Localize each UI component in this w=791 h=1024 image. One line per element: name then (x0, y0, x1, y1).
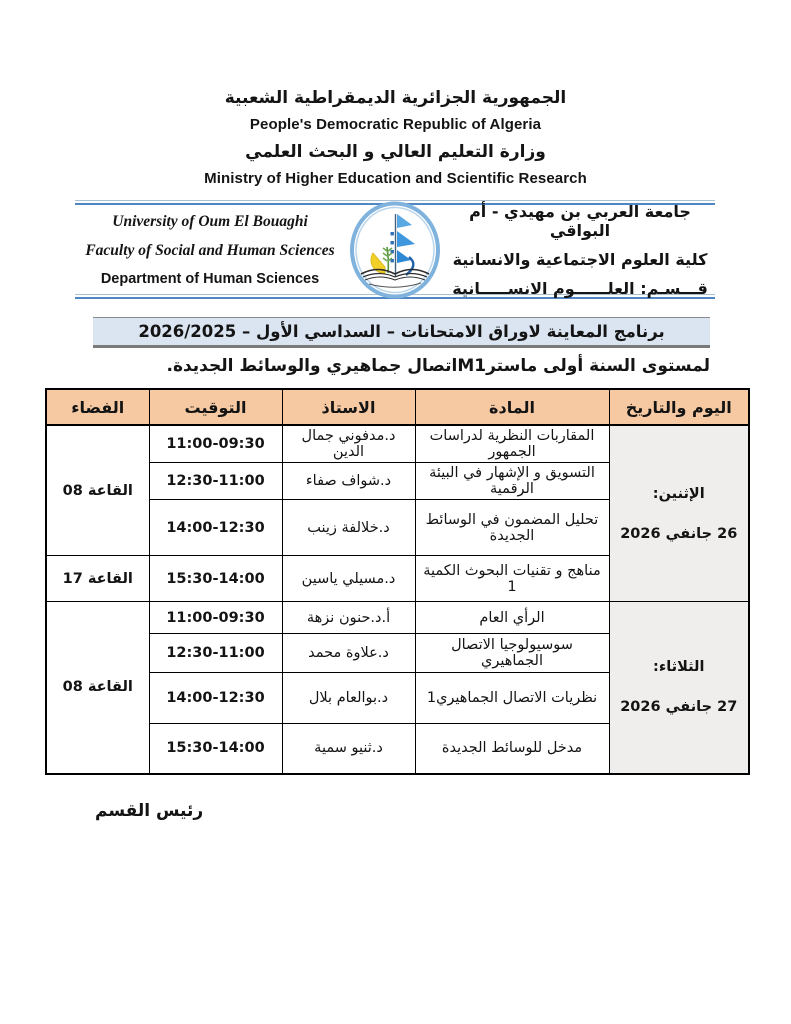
exam-table (45, 388, 750, 775)
professor-cell: د.مدفوني جمال الدين (282, 425, 415, 463)
table-header-row (46, 389, 749, 425)
program-title-banner: برنامج المعاينة لاوراق الامتحانات – السداسي الأول – 2026/2025 (93, 317, 710, 348)
subject-cell: مناهج و تقنيات البحوث الكمية 1 (415, 556, 609, 602)
professor-cell: د.علاوة محمد (282, 634, 415, 673)
professor-cell: د.بوالعام بلال (282, 673, 415, 724)
time-cell: 15:30-14:00 (149, 556, 282, 602)
professor-cell: أ.د.حنون نزهة (282, 602, 415, 634)
time-cell: 11:00-09:30 (149, 425, 282, 463)
ministry-title-english: Ministry of Higher Education and Scientific Research (204, 170, 587, 187)
university-logo (345, 201, 445, 299)
time-cell: 15:30-14:00 (149, 724, 282, 774)
republic-title-arabic: الجمهورية الجزائرية الديمقراطية الشعبية (224, 88, 567, 108)
university-logo-icon (349, 201, 441, 299)
professor-cell: د.خلالفة زينب (282, 500, 415, 556)
department-head-signature: رئيس القسم (95, 801, 204, 821)
professor-cell: د.مسيلي ياسين (282, 556, 415, 602)
faculty-name-english: Faculty of Social and Human Sciences (85, 242, 335, 259)
header-subject: المادة (415, 389, 609, 425)
institution-arabic (445, 202, 715, 298)
university-name-arabic: جامعة العربي بن مهيدي - أم البواقي (469, 202, 691, 240)
room-cell: القاعة 08 (46, 425, 149, 556)
professor-cell: د.ثنيو سمية (282, 724, 415, 774)
institution-band (75, 202, 715, 298)
header-professor: الاستاذ (282, 389, 415, 425)
subject-cell: تحليل المضمون في الوسائط الجديدة (415, 500, 609, 556)
header-time: التوقيت (149, 389, 282, 425)
national-header (0, 88, 791, 196)
subject-cell: الرأي العام (415, 602, 609, 634)
day-cell: الإثنين: 26 جانفي 2026 (609, 425, 749, 602)
time-cell: 12:30-11:00 (149, 634, 282, 673)
university-name-english: University of Oum El Bouaghi (112, 213, 308, 230)
subject-cell: مدخل للوسائط الجديدة (415, 724, 609, 774)
room-cell: القاعة 17 (46, 556, 149, 602)
subject-cell: سوسيولوجيا الاتصال الجماهيري (415, 634, 609, 673)
time-cell: 12:30-11:00 (149, 463, 282, 500)
table-row (46, 425, 749, 463)
header-day-date: اليوم والتاريخ (609, 389, 749, 425)
day-cell: الثلاثاء: 27 جانفي 2026 (609, 602, 749, 774)
subject-cell: المقاربات النظرية لدراسات الجمهور (415, 425, 609, 463)
department-name-arabic: قـــسـم: العلــــــوم الانســـــانية (452, 279, 708, 298)
institution-english (75, 213, 345, 287)
subject-cell: التسويق و الإشهار في البيئة الرقمية (415, 463, 609, 500)
faculty-name-arabic: كلية العلوم الاجتماعية والانسانية (452, 250, 708, 269)
republic-title-english: People's Democratic Republic of Algeria (249, 116, 542, 133)
time-cell: 14:00-12:30 (149, 673, 282, 724)
time-cell: 14:00-12:30 (149, 500, 282, 556)
exam-table-body (46, 425, 749, 774)
time-cell: 11:00-09:30 (149, 602, 282, 634)
header-room: الفضاء (46, 389, 149, 425)
subject-cell: نظريات الاتصال الجماهيري1 (415, 673, 609, 724)
program-subtitle: لمستوى السنة أولى ماسترM1اتصال جماهيري والوسائط الجديدة. (166, 356, 710, 376)
department-name-english: Department of Human Sciences (100, 271, 320, 287)
professor-cell: د.شواف صفاء (282, 463, 415, 500)
ministry-title-arabic: وزارة التعليم العالي و البحث العلمي (245, 142, 546, 162)
table-row (46, 602, 749, 634)
room-cell: القاعة 08 (46, 602, 149, 774)
